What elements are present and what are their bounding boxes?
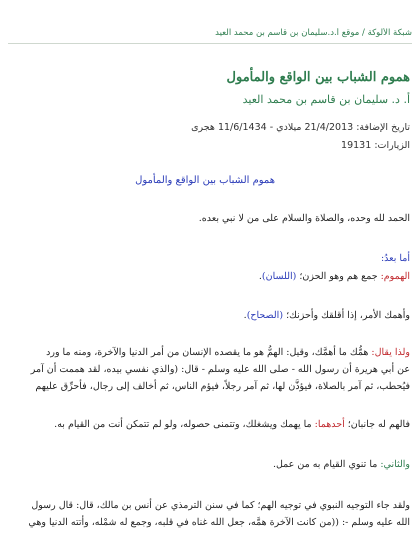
second-side-text: ما تنوي القيام به من عمل.: [272, 459, 381, 470]
author-name: أ. د. سليمان بن قاسم بن محمد العيد: [242, 93, 410, 106]
breadcrumb-separator: /: [361, 28, 365, 38]
breadcrumb: [8, 28, 412, 38]
sihah-text: وأهمك الأمر، إذا أقلقك وأحزنك؛: [283, 310, 410, 321]
paragraph-definition: [8, 268, 410, 285]
paragraph-tirmidhi-line2: الله عليه وسلم -: ((من كانت الآخرة همَّه، جعل الله غناه في قلبه، وجمع له شمْله، وأتته الدنيا وهي: [28, 517, 410, 528]
article-inner-title: هموم الشباب بين الواقع والمأمول: [135, 175, 275, 186]
breadcrumb-site-link[interactable]: شبكة الألوكة: [367, 28, 412, 38]
paragraph-two-sides: [8, 416, 410, 433]
definition-end: .: [258, 271, 262, 282]
visits-value: 19131: [341, 140, 372, 151]
paragraph-sihah: [8, 307, 410, 324]
paragraph-tirmidhi-line1: ولقد جاء التوجيه النبوي في توجيه الهم؛ كما في سنن الترمذي عن أنس بن مالك، قال: قال رسول: [31, 500, 410, 511]
visits-label: الزيارات:: [374, 140, 410, 151]
second-side-lead: والثاني:: [380, 459, 410, 470]
breadcrumb-section-link[interactable]: موقع أ.د.سليمان بن قاسم بن محمد العيد: [215, 28, 360, 38]
definition-text: جمع هم وهو الحزن؛: [296, 271, 381, 282]
sihah-end: .: [243, 310, 247, 321]
ref-lisan: (اللسان): [261, 271, 297, 282]
header-divider: [8, 43, 412, 44]
paragraph-intro: الحمد لله وحده، والصلاة والسلام على من لا نبي بعده.: [198, 213, 410, 224]
amma-bad-heading: أما بعدُ:: [380, 253, 410, 264]
first-side-text: ما يهمك ويشغلك، وتتمنى حصوله، ولو لم تتمكن أنت من القيام به.: [54, 419, 315, 430]
hadith-text-1: همُّك ما أهمَّك، وقيل: الهمُّ هو ما يقصده الإنسان من أمر الدنيا والآخرة، ومنه ما ورد: [46, 347, 372, 358]
date-value: 21/4/2013 ميلادي - 11/6/1434 هجرى: [191, 122, 354, 133]
ref-sihah: (الصحاح): [246, 310, 284, 321]
paragraph-hadith-line1: [8, 344, 410, 361]
page-title: هموم الشباب بين الواقع والمأمول: [226, 70, 410, 85]
first-side-lead: أحدهما:: [314, 419, 345, 430]
two-sides-text: فالهم له جانبان؛: [344, 419, 410, 430]
visits-line: [10, 140, 410, 151]
yuqal-lead: ولذا يقال:: [371, 347, 410, 358]
term-hmoom: الهموم:: [380, 271, 410, 282]
paragraph-hadith-line3: فيُحطب، ثم آمر بالصلاة، فيؤذَّن لها، ثم آمر رجلاً، فيؤم الناس، ثم أخالف إلى رجال، فأحرِّق عليهم: [35, 381, 410, 392]
paragraph-hadith-line2: عن أبي هريرة أن رسول الله - صلى الله عليه وسلم - قال: (والذي نفسي بيده، لقد هممت أن آمر: [30, 364, 410, 375]
date-label: تاريخ الإضافة:: [356, 122, 410, 133]
paragraph-second-side: [8, 456, 410, 473]
date-line: [10, 122, 410, 133]
